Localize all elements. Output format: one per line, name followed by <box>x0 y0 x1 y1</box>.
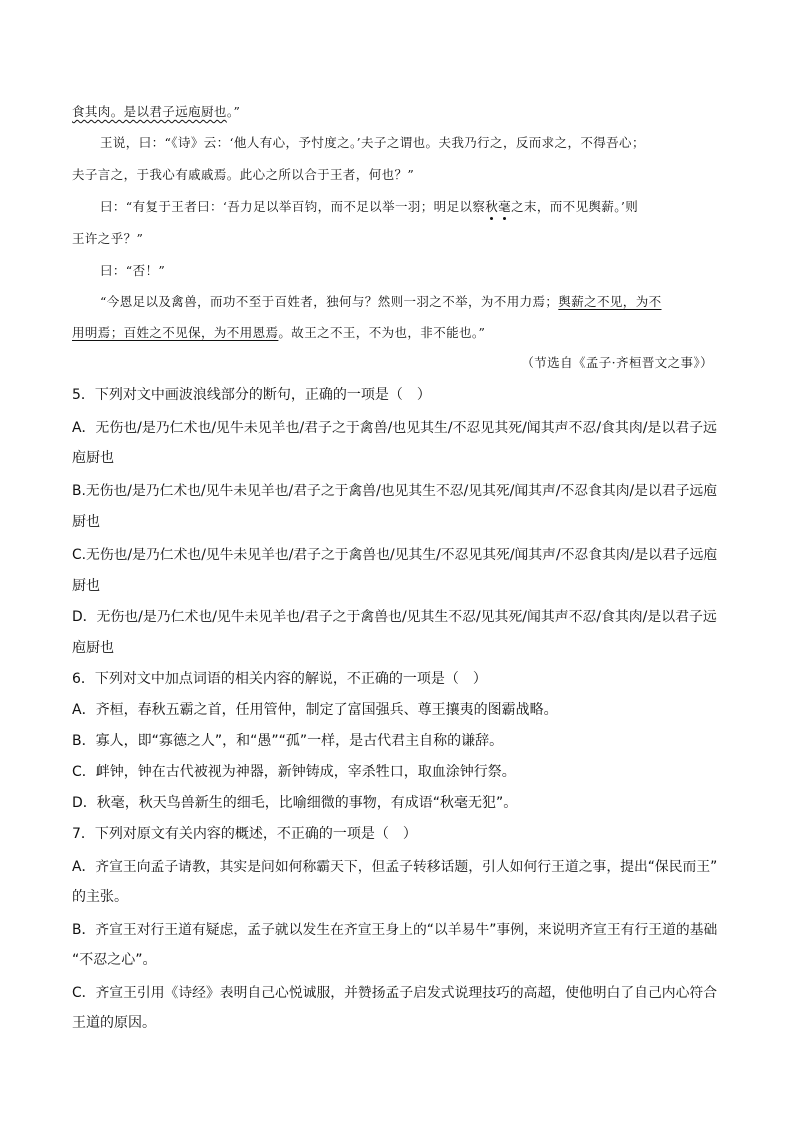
underlined-text: 舆薪之不见，为不 <box>558 294 662 309</box>
question-7-option-a: A．齐宣王向孟子请教，其实是问如何称霸天下，但孟子转移话题，引人如何行王道之事，提出“保民而王” <box>72 859 718 875</box>
question-6-option-a: A．齐桓，春秋五霸之首，任用管仲，制定了富国强兵、尊王攘夷的图霸战略。 <box>72 702 558 718</box>
dotted-char-hao: 毫 <box>498 199 512 214</box>
dotted-char-qiu: 秋 <box>485 199 499 214</box>
passage-paragraph-2-line-2: 王许之乎？” <box>72 231 144 246</box>
question-5-option-c: C.无伤也/是乃仁术也/见牛未见羊也/君子之于禽兽也/见其生/不忍见其死/闻其声/不忍食其肉/是以君子远庖 <box>72 547 718 563</box>
question-5-option-b: B.无伤也/是乃仁术也/见牛未见羊也/君子之于禽兽/也见其生不忍/见其死/闻其声/不忍食其肉/是以君子远庖 <box>72 483 718 499</box>
passage-paragraph-1-line-2: 夫子言之，于我心有戚戚焉。此心之所以合于王者，何也？” <box>72 167 415 182</box>
passage-paragraph-3: 曰：“否！” <box>100 263 166 278</box>
question-5-option-b-cont: 厨也 <box>72 514 100 530</box>
question-7-option-b: B．齐宣王对行王道有疑虑，孟子就以发生在齐宣王身上的“以羊易牛”事例，来说明齐宣王有行王道的基础 <box>72 922 718 938</box>
passage-source: （节选自《孟子·齐桓晋文之事》） <box>521 355 713 370</box>
question-5-stem: 5．下列对文中画波浪线部分的断句，正确的一项是（ ） <box>72 387 431 403</box>
passage-paragraph-1-line-1: 王说，曰：“《诗》云：‘他人有心，予忖度之。’夫子之谓也。夫我乃行之，反而求之，不得吾心； <box>100 135 645 150</box>
question-6-option-d: D．秋毫，秋天鸟兽新生的细毛，比喻细微的事物，有成语“秋毫无犯”。 <box>72 795 518 811</box>
wavy-underlined-text: 食其肉。是以君子远庖厨也 <box>72 104 227 119</box>
passage-paragraph-4-line-1: “今恩足以及禽兽，而功不至于百姓者，独何与？然则一羽之不举，为不用力焉；舆薪之不见，为不 <box>100 294 662 309</box>
passage-paragraph-4-line-2: 用明焉；百姓之不见保，为不用恩焉。故王之不王，不为也，非不能也。” <box>72 325 486 340</box>
question-5-option-d-cont: 庖厨也 <box>72 640 114 656</box>
question-6-option-b: B．寡人，即“寡德之人”，和“愚”“孤”一样，是古代君主自称的谦辞。 <box>72 733 504 749</box>
question-5-option-a-cont: 庖厨也 <box>72 450 114 466</box>
question-5-option-c-cont: 厨也 <box>72 578 100 594</box>
question-5-option-a: A．无伤也/是乃仁术也/见牛未见羊也/君子之于禽兽/也见其生/不忍见其死/闻其声不忍/食其肉/是以君子远 <box>72 420 717 436</box>
question-6-option-c: C．衅钟，钟在古代被视为神器，新钟铸成，宰杀牲口，取血涂钟行祭。 <box>72 764 516 780</box>
question-7-option-c: C．齐宣王引用《诗经》表明自己心悦诚服，并赞扬孟子启发式说理技巧的高超，使他明白了自己内心符合 <box>72 985 718 1001</box>
question-7-option-a-cont: 的主张。 <box>72 889 128 905</box>
question-6-stem: 6．下列对文中加点词语的相关内容的解说，不正确的一项是（ ） <box>72 671 487 687</box>
question-7-option-c-cont: 王道的原因。 <box>72 1015 156 1031</box>
passage-paragraph-2-line-1: 曰：“有复于王者曰：‘吾力足以举百钧，而不足以举一羽；明足以察秋毫之末，而不见舆薪。’则 <box>100 199 639 214</box>
question-7-stem: 7．下列对原文有关内容的概述，不正确的一项是（ ） <box>72 826 417 842</box>
question-5-option-d: D．无伤也/是乃仁术也/见牛未见羊也/君子之于禽兽也/见其生不忍/见其死/闻其声不忍/食其肉/是以君子远 <box>72 609 717 625</box>
underlined-text: 用明焉；百姓之不见保，为不用恩焉 <box>72 325 279 340</box>
question-7-option-b-cont: “不忍之心”。 <box>72 952 157 968</box>
passage-line-1: 食其肉。是以君子远庖厨也。” <box>72 104 241 119</box>
